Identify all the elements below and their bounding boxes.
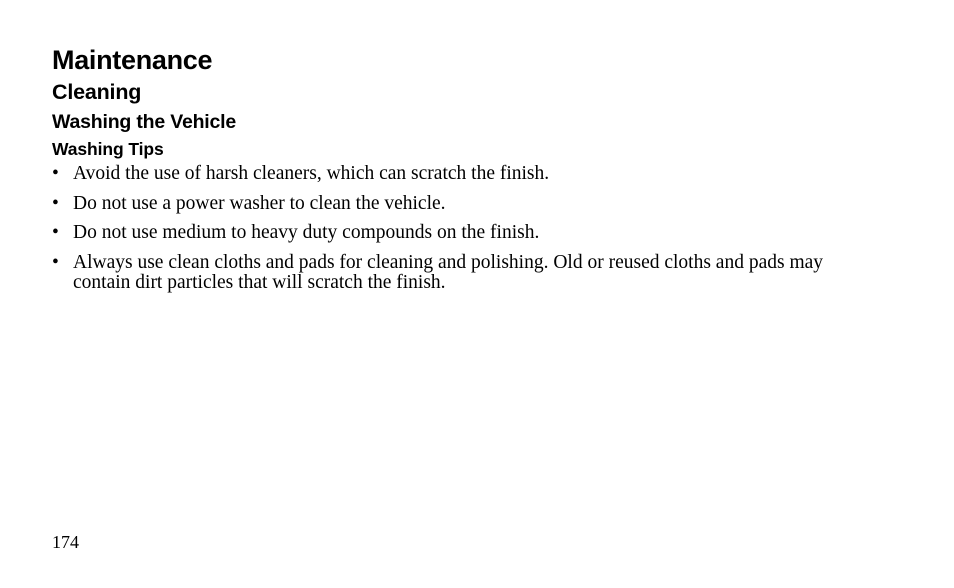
bullet-icon: • xyxy=(52,192,59,214)
topic-title: Washing Tips xyxy=(52,139,164,159)
page-content xyxy=(52,44,872,302)
subsection-title: Washing the Vehicle xyxy=(52,111,237,133)
list-item-text: Do not use a power washer to clean the vehicle. xyxy=(73,192,446,214)
list-item xyxy=(52,223,872,243)
list-item xyxy=(52,194,872,214)
bullet-icon: • xyxy=(52,163,59,184)
page-number: 174 xyxy=(52,532,79,552)
bullet-icon: • xyxy=(52,222,59,243)
list-item xyxy=(52,253,872,293)
bullet-icon: • xyxy=(52,251,59,273)
washing-tips-list xyxy=(52,164,872,293)
list-item-text: Always use clean cloths and pads for cleaning and polishing. Old or reused cloths and pads may contain dirt particles that will scratch the finish. xyxy=(73,251,824,293)
list-item-text: Avoid the use of harsh cleaners, which can scratch the finish. xyxy=(73,163,550,184)
list-item xyxy=(52,164,872,184)
list-item-text: Do not use medium to heavy duty compounds on the finish. xyxy=(73,222,540,243)
section-title: Cleaning xyxy=(52,80,142,104)
chapter-title: Maintenance xyxy=(52,45,213,75)
